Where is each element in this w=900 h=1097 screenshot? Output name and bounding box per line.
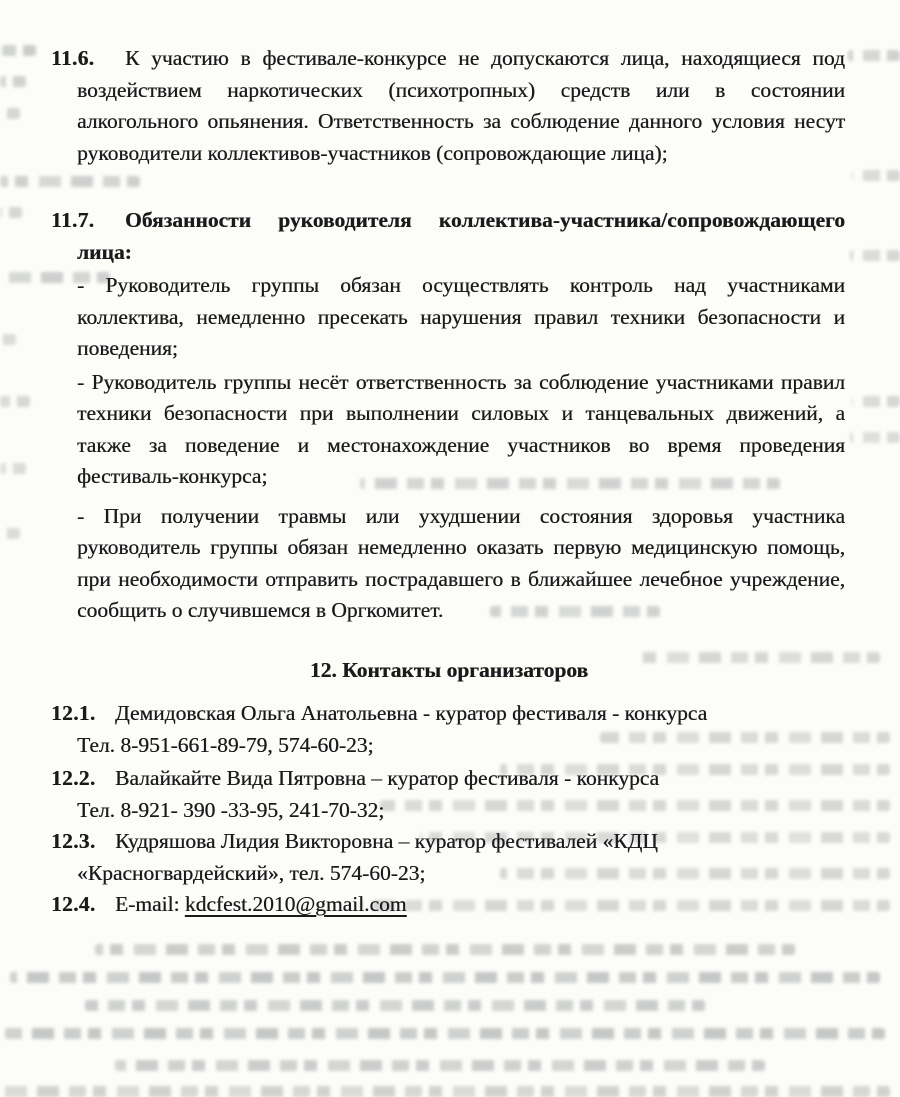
duty-paragraph-3: [77, 501, 845, 627]
clause-11-6-text: К участию в фестивале-конкурсе не допускаются лица, находящиеся под воздействием наркотических (психотропных) средств или в состоянии алкогольного опьянения. Ответственность за соблюдение данного условия несут руководители коллективов-участников (сопровождающие лица);: [77, 46, 845, 165]
contact-12-3-number: 12.3.: [51, 829, 96, 853]
contact-12-1-phone: Тел. 8-951-661-89-79, 574-60-23;: [77, 732, 374, 757]
bleed-through-line: [0, 528, 20, 539]
clause-11-7-number: 11.7.: [51, 208, 95, 232]
clause-11-7: [51, 205, 845, 268]
duty-paragraph-2: [77, 367, 845, 493]
contact-12-4-email-line: [77, 889, 845, 921]
bleed-through-line: [0, 334, 16, 345]
bleed-through-line: [0, 463, 26, 474]
duty-paragraph-1-text: - Руководитель группы обязан осуществлять контроль над участниками коллектива, немедленно пресекать нарушения правил техники безопасности и поведения;: [77, 273, 845, 360]
contact-12-2-phone: Тел. 8-921- 390 -33-95, 241-70-32;: [77, 797, 385, 822]
email-label: E-mail:: [115, 892, 185, 916]
bleed-through-line: [0, 396, 30, 407]
duty-paragraph-1: [77, 270, 845, 365]
bleed-through-line: [115, 1060, 765, 1071]
duty-paragraph-3-text: - При получении травмы или ухудшении состояния здоровья участника руководитель группы обязан немедленно оказать первую медицинскую помощь, при необходимости отправить пострадавшего в ближайшее лечебное учреждение, сообщить о случившемся в Оргкомитет.: [77, 503, 845, 622]
contact-12-2-number: 12.2.: [51, 766, 96, 790]
bleed-through-line: [5, 1028, 885, 1039]
clause-11-6: [51, 43, 845, 169]
bleed-through-line: [2, 45, 36, 56]
contact-12-3-name: Кудряшова Лидия Викторовна – куратор фестивалей «КДЦ: [115, 829, 658, 853]
bleed-through-line: [852, 396, 900, 407]
bleed-through-line: [848, 50, 900, 61]
contact-12-2: [51, 763, 845, 826]
contact-12-4: [51, 889, 845, 921]
clause-11-6-number: 11.6.: [51, 46, 95, 70]
bleed-through-line: [0, 1086, 890, 1097]
duty-paragraph-2-text: - Руководитель группы несёт ответственность за соблюдение участниками правил техники безопасности при выполнении силовых и танцевальных движений, а также за поведение и местонахождение участников во время проведения фестиваль-конкурса;: [77, 369, 845, 488]
contact-12-3-phone: «Красногвардейский», тел. 574-60-23;: [77, 860, 426, 885]
bleed-through-line: [0, 207, 22, 218]
contact-12-1: [51, 698, 845, 761]
contact-12-2-name: Валайкайте Вида Пятровна – куратор фестиваля - конкурса: [115, 766, 660, 790]
bleed-through-line: [850, 432, 900, 443]
contact-12-4-number: 12.4.: [51, 892, 96, 916]
section-12-heading: 12. Контакты организаторов: [309, 657, 589, 682]
contact-12-3: [51, 826, 845, 889]
bleed-through-line: [850, 250, 900, 261]
bleed-through-line: [95, 944, 795, 955]
contact-12-1-number: 12.1.: [51, 701, 96, 725]
clause-11-7-text: Обязанности руководителя коллектива-участника/сопровождающего лица:: [77, 208, 845, 264]
document-content: [51, 0, 845, 921]
bleed-through-line: [852, 170, 900, 181]
bleed-through-line: [0, 76, 26, 87]
email-address: kdcfest.2010@gmail.com: [184, 892, 407, 916]
bleed-through-line: [10, 972, 880, 983]
bleed-through-line: [85, 1000, 705, 1011]
bleed-through-line: [0, 108, 20, 119]
contact-12-1-name: Демидовская Ольга Анатольевна - куратор фестиваля - конкурса: [115, 701, 708, 725]
